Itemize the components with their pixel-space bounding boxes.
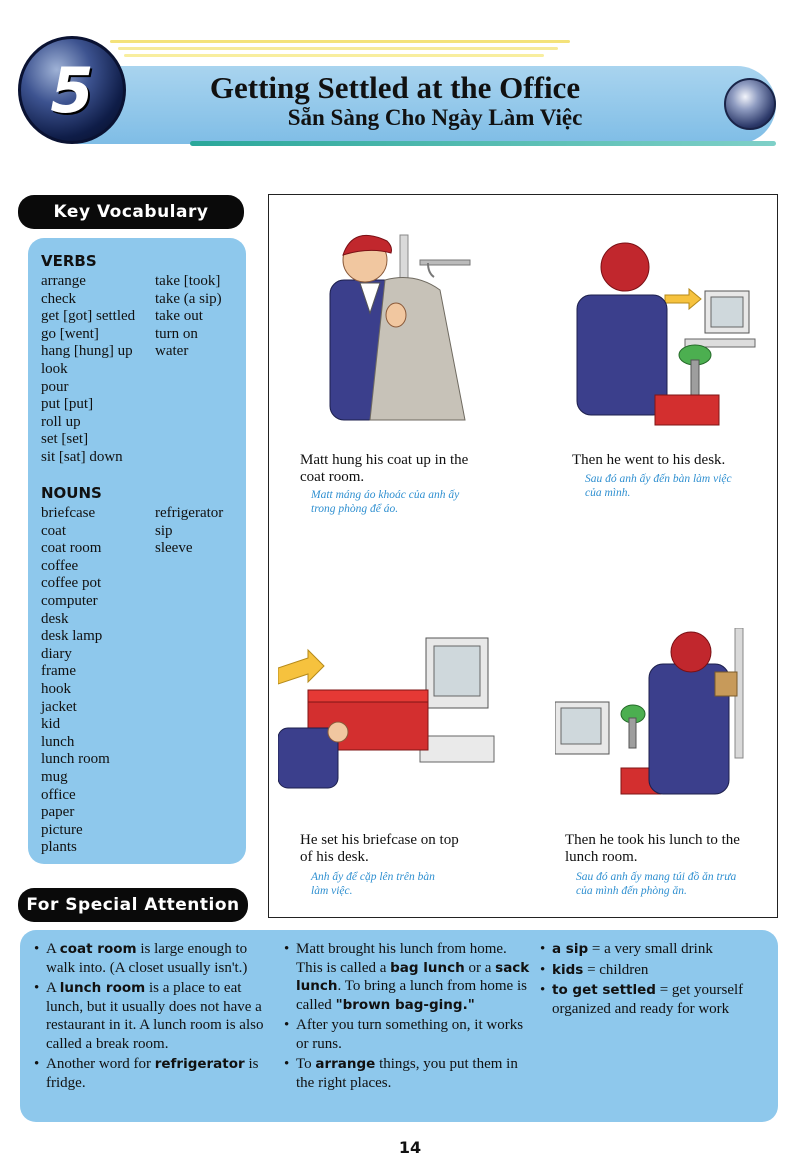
panel-3-translation-line-2: làm việc. (311, 885, 353, 897)
panel-4-caption (565, 832, 740, 866)
vocab-noun: hook (41, 680, 71, 697)
nouns-heading: NOUNS (41, 484, 102, 502)
nouns-list-2 (155, 505, 223, 558)
panel-1-translation-line-1: Matt máng áo khoác của anh ấy (311, 489, 460, 501)
panel-1-caption-line-1: Matt hung his coat up in the (300, 452, 469, 468)
page-number: 14 (398, 1138, 422, 1157)
vocab-noun: desk lamp (41, 628, 103, 645)
highlighted-term: sack lunch (296, 959, 530, 994)
panel-4-caption-line-2: lunch room. (565, 849, 638, 865)
vocab-verb: pour (41, 378, 69, 395)
vocab-verb: roll up (41, 413, 81, 430)
panel-2-translation-line-1: Sau đó anh ấy đến bàn làm việc (585, 473, 732, 485)
special-attention-note: • A coat room is large enough to walk into. (A closet usually isn't.) (34, 940, 266, 977)
panel-3-translation (311, 870, 435, 898)
highlighted-term: refrigerator (154, 1056, 245, 1072)
vocab-verb: go [went] (41, 325, 99, 342)
panel-1-translation (311, 488, 459, 516)
header-stripe-3 (124, 54, 544, 57)
verbs-heading: VERBS (41, 252, 97, 270)
vocab-noun: computer (41, 592, 98, 609)
special-attention-label: For Special Attention (18, 888, 248, 922)
illustration-hang-coat (300, 225, 500, 425)
special-attention-panel (20, 930, 778, 1122)
special-attention-col-3 (540, 940, 772, 1020)
special-attention-note: • to get settled = get yourself organized and ready for work (540, 981, 772, 1018)
vocab-noun: paper (41, 804, 75, 821)
panel-3-translation-line-1: Anh ấy để cặp lên trên bàn (311, 871, 435, 883)
vocab-noun: desk (41, 610, 69, 627)
vocab-verb: sit [sat] down (41, 448, 123, 465)
vocab-noun: kid (41, 716, 61, 733)
vocab-noun: refrigerator (155, 505, 224, 521)
vocab-noun: office (41, 786, 76, 803)
vocab-noun: lunch (41, 733, 75, 750)
panel-4-translation (576, 870, 736, 898)
highlighted-term: a sip (552, 941, 589, 957)
vocab-verb: water (155, 343, 189, 360)
vocab-noun: coat (41, 522, 66, 539)
vocab-verb: turn on (155, 325, 198, 342)
special-attention-note: • Another word for refrigerator is fridge. (34, 1055, 266, 1092)
illustration-lunch-room (555, 628, 775, 818)
panel-3-caption-line-2: of his desk. (300, 849, 369, 865)
panel-2-caption-line-1: Then he went to his desk. (572, 452, 726, 468)
page-title: Getting Settled at the Office (209, 70, 581, 105)
header-stripe-1 (110, 40, 570, 43)
special-attention-note: • kids = children (540, 961, 772, 980)
nouns-list-1 (41, 505, 110, 857)
vocab-verb: arrange (41, 273, 86, 289)
vocab-verb: check (41, 290, 76, 307)
verbs-list-1 (41, 273, 135, 467)
vocab-verb: put [put] (41, 396, 94, 413)
illustration-go-to-desk (565, 235, 765, 435)
highlighted-term: bag lunch (390, 959, 465, 976)
highlighted-term: kids (552, 961, 584, 978)
panel-1-translation-line-2: trong phòng để áo. (311, 503, 399, 515)
lesson-number-badge (18, 36, 126, 144)
highlighted-term: lunch room (59, 980, 146, 996)
vocab-noun: picture (41, 821, 83, 838)
special-attention-note: • After you turn something on, it works or runs. (284, 1016, 534, 1053)
special-attention-col-2 (284, 940, 534, 1094)
vocabulary-panel (28, 238, 246, 864)
vocab-noun: coffee pot (41, 575, 102, 592)
vocab-noun: plants (41, 839, 77, 856)
special-attention-note: • a sip = a very small drink (540, 940, 772, 959)
highlighted-term: coat room (59, 941, 137, 957)
vocab-noun: jacket (41, 698, 77, 715)
vocab-noun: sleeve (155, 540, 193, 557)
page-subtitle: Sẵn Sàng Cho Ngày Làm Việc (287, 105, 583, 130)
panel-2-translation (585, 472, 732, 500)
vocab-verb: take (a sip) (155, 290, 222, 307)
panel-2-translation-line-2: của mình. (585, 487, 631, 499)
vocab-noun: diary (41, 645, 72, 662)
special-attention-note: • To arrange things, you put them in the right places. (284, 1055, 534, 1092)
decorative-ball-icon (724, 78, 776, 130)
header-stripe-2 (118, 47, 558, 50)
lesson-number: 5 (50, 53, 94, 127)
vocab-verb: look (41, 360, 68, 377)
panel-2-caption (572, 452, 725, 469)
vocab-verb: take out (155, 308, 203, 325)
special-attention-note: • A lunch room is a place to eat lunch, but it usually does not have a restaurant in it. A lunch room is also called a break room. (34, 979, 266, 1053)
vocab-noun: sip (155, 522, 173, 539)
vocab-verb: get [got] settled (41, 308, 136, 325)
vocab-noun: briefcase (41, 505, 96, 521)
highlighted-term: arrange (315, 1056, 376, 1072)
panel-1-caption (300, 452, 468, 486)
key-vocabulary-label: Key Vocabulary (18, 195, 244, 229)
special-attention-note: • Matt brought his lunch from home. This is called a bag lunch or a sack lunch. To bring a lunch from home is called "brown bag-ging." (284, 940, 534, 1014)
highlighted-term: "brown bag-ging." (335, 996, 475, 1013)
vocab-noun: mug (41, 768, 68, 785)
vocab-verb: set [set] (41, 431, 89, 448)
vocab-noun: coat room (41, 540, 102, 557)
special-attention-col-1 (34, 940, 266, 1094)
panel-1-caption-line-2: coat room. (300, 469, 365, 485)
vocab-verb: take [took] (155, 273, 221, 289)
vocab-noun: lunch room (41, 751, 110, 768)
panel-4-translation-line-1: Sau đó anh ấy mang túi đồ ăn trưa (576, 871, 737, 883)
panel-4-translation-line-2: của mình đến phòng ăn. (576, 885, 687, 897)
header-accent-line (190, 141, 776, 146)
vocab-noun: frame (41, 663, 76, 680)
highlighted-term: to get settled (552, 982, 656, 998)
vocab-noun: coffee (41, 557, 79, 574)
vocab-verb: hang [hung] up (41, 343, 133, 360)
panel-3-caption (300, 832, 459, 866)
panel-3-caption-line-1: He set his briefcase on top (300, 832, 459, 848)
illustration-briefcase-desk (278, 628, 498, 798)
verbs-list-2 (155, 273, 222, 361)
panel-4-caption-line-1: Then he took his lunch to the (565, 832, 740, 848)
